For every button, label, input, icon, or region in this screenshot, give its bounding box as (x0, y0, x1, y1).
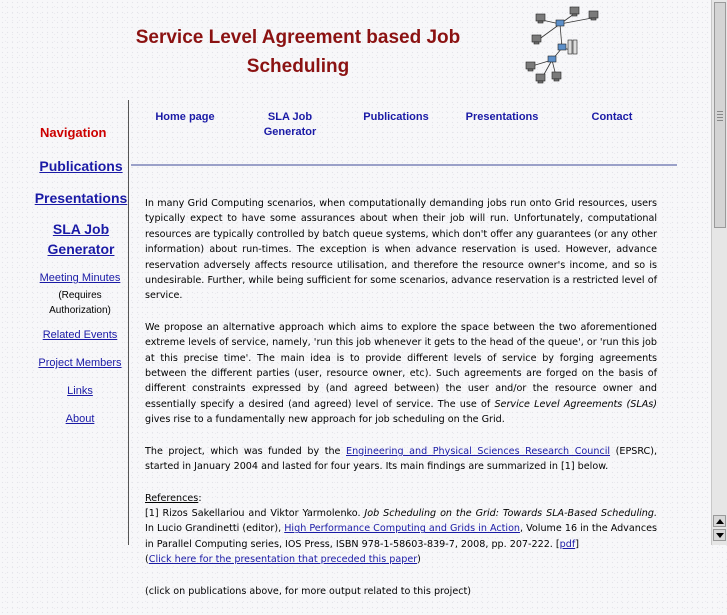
pdf-link[interactable]: pdf (559, 538, 576, 550)
funding-text-1: The project, which was funded by the (145, 445, 347, 457)
sidebar-item-related-events[interactable]: Related Events (42, 329, 118, 341)
references-block (145, 491, 657, 568)
side-nav-heading: Navigation (40, 125, 107, 140)
sla-term: Service Level Agreements (SLAs) (494, 398, 657, 410)
presentation-paren-close: ) (417, 554, 421, 566)
sidebar-item-project-members[interactable]: Project Members (38, 357, 122, 369)
grip-line (717, 111, 723, 113)
grip-line (717, 120, 723, 122)
title-line-1: Service Level Agreement based Job (135, 27, 461, 48)
main-content (145, 196, 657, 615)
sidebar-item-sla-job-generator[interactable]: SLA Job Generator (47, 221, 115, 257)
reference-1-title: Job Scheduling on the Grid: Towards SLA-Based Scheduling. (364, 507, 658, 519)
scroll-down-button[interactable] (713, 529, 726, 541)
scroll-up-button[interactable] (713, 515, 726, 527)
page-title (118, 23, 478, 81)
topnav-sla-job-generator[interactable]: SLA Job Generator (263, 111, 317, 138)
scrollbar-thumb[interactable] (714, 2, 726, 228)
approach-text-1: We propose an alternative approach which aims to explore the space between the two aforementioned extreme levels of service, namely, 'run this job whenever it gets to the head of the queue', or 'run this job at this precise time'. The main idea is to provide different levels of service by forging agreements between the different parties (user, resource owner, etc). Such agreements are forged on the basis of different constraints expressed by (and agreed between) the user and/or the resource owner and essentially specify a desired (and agreed) level of service. The use of (145, 321, 657, 410)
sidebar-item-about[interactable]: About (65, 413, 95, 425)
references-heading: References (145, 492, 199, 504)
references-colon: : (198, 492, 202, 504)
sidebar-item-links[interactable]: Links (67, 385, 93, 397)
header-divider (131, 164, 677, 166)
topnav-contact[interactable]: Contact (591, 111, 633, 123)
grip-line (717, 114, 723, 116)
funding-paragraph (145, 444, 657, 475)
vertical-scrollbar[interactable] (711, 0, 727, 545)
sidebar-item-publications[interactable]: Publications (39, 158, 123, 174)
arrow-down-icon (716, 533, 724, 538)
intro-paragraph: In many Grid Computing scenarios, when computationally demanding jobs run onto Grid resources, users typically expect to have some assurances about when their job will run. Unfortunately, computational resources are typically controlled by batch queue systems, which don't offer any guarantees (or any other information) about run-times. The exception is when advance reservation is used. However, advance reservation adversely affects resource utilisation, and therefore the resource owner's income, and so is undesirable. Further, while being sufficient for some scenarios, advance reservation is a restricted level of service. (145, 198, 657, 302)
approach-text-2: gives rise to a fundamentally new approach for job scheduling on the Grid. (145, 414, 505, 426)
reference-1-text-1: [1] Rizos Sakellariou and Viktor Yarmolenko. (145, 507, 365, 519)
sidebar-item-presentations[interactable]: Presentations (34, 190, 128, 206)
title-line-2: Scheduling (246, 56, 350, 77)
presentation-paren-open: ( (145, 554, 149, 566)
epsrc-link[interactable]: Engineering and Physical Sciences Research Council (346, 445, 611, 457)
footer-note: (click on publications above, for more output related to this project) (145, 585, 472, 597)
network-diagram-icon (512, 4, 612, 88)
arrow-up-icon (716, 519, 724, 524)
sidebar-item-meeting-minutes[interactable]: Meeting Minutes (39, 272, 121, 284)
grip-line (717, 117, 723, 119)
sidebar-divider (128, 100, 129, 545)
book-link[interactable]: High Performance Computing and Grids in Action (284, 523, 521, 535)
reference-1-text-3: , Volume 16 in the Advances in Parallel Computing series, IOS Press, ISBN 978-1-58603-839-7, 2008, pp. 207-222. [ (145, 523, 657, 550)
reference-1-text-4: ] (575, 538, 579, 550)
approach-paragraph (145, 320, 657, 428)
topnav-presentations[interactable]: Presentations (465, 111, 539, 123)
reference-1-text-2: In Lucio Grandinetti (editor), (145, 523, 285, 535)
presentation-link[interactable]: Click here for the presentation that preceded this paper (148, 554, 418, 566)
topnav-home-page[interactable]: Home page (155, 111, 215, 123)
meeting-minutes-note: (Requires Authorization) (49, 290, 111, 316)
topnav-publications[interactable]: Publications (363, 111, 429, 123)
funding-text-2: (EPSRC), started in January 2004 and lasted for four years. Its main findings are summarized in [1] below. (145, 445, 657, 473)
